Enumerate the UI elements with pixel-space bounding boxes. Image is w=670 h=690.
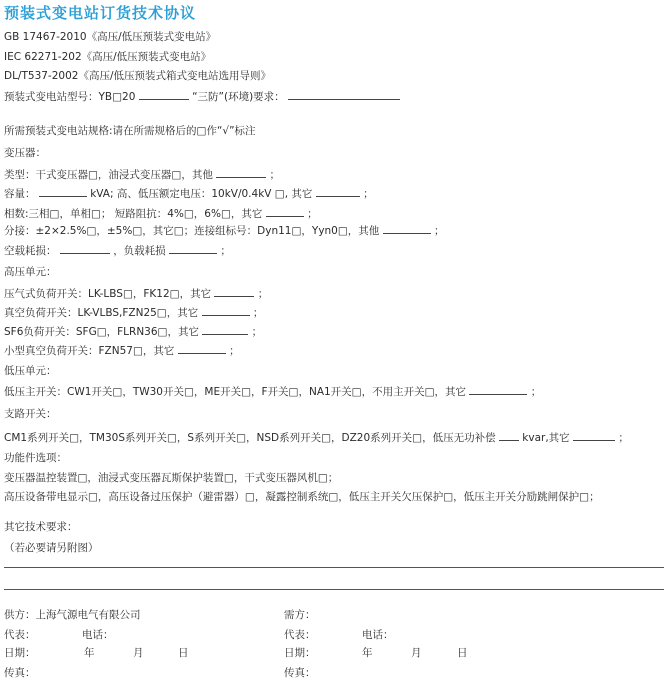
load-loss-blank[interactable] xyxy=(169,242,217,254)
supplier-day: 日 xyxy=(178,647,189,659)
tap-line xyxy=(4,222,444,238)
hv-item xyxy=(4,285,268,301)
capacity-label: 容量： xyxy=(4,188,36,200)
type-other-blank[interactable] xyxy=(216,166,266,178)
capacity-blank[interactable] xyxy=(39,185,87,197)
loss-line xyxy=(4,242,231,258)
hv-other-blank[interactable] xyxy=(202,323,248,335)
punct: ； xyxy=(220,245,231,257)
hv-item-text: 压气式负荷开关：LK-LBS□，FK12□，其它 xyxy=(4,288,212,300)
voltage-text: kVA; 高、低压额定电压：10kV/0.4kV □, 其它 xyxy=(90,188,313,200)
voltage-other-blank[interactable] xyxy=(316,185,360,197)
lv-heading: 低压单元： xyxy=(4,365,57,377)
transformer-heading: 变压器： xyxy=(4,147,46,159)
branch-text: CM1系列开关□，TM30S系列开关□，S系列开关□，NSD系列开关□，DZ20系列开关□，低压无功补偿 xyxy=(4,432,496,444)
supplier-year: 年 xyxy=(84,647,95,659)
supplier-date: 日期： xyxy=(4,647,36,659)
buyer-fax: 传真： xyxy=(284,667,316,679)
buyer-phone: 电话： xyxy=(362,629,394,641)
supplier-phone: 电话： xyxy=(82,629,114,641)
divider-line xyxy=(4,567,664,568)
noload-loss-blank[interactable] xyxy=(60,242,110,254)
supplier-label: 供方：上海气源电气有限公司 xyxy=(4,609,141,621)
punct: ； xyxy=(252,307,264,319)
buyer-year: 年 xyxy=(362,647,373,659)
punct: ； xyxy=(363,188,374,200)
lv-main-switch-line xyxy=(4,383,541,399)
functions-heading: 功能件选项： xyxy=(4,452,67,464)
supplier-fax: 传真： xyxy=(4,667,36,679)
buyer-rep: 代表： xyxy=(284,629,316,641)
branch-heading: 支路开关： xyxy=(4,408,57,420)
capacity-line xyxy=(4,185,374,201)
tap-text: 分接：±2×2.5%□，±5%□，其它□；连接组标号：Dyn11□，Yyn0□，其他 xyxy=(4,225,380,237)
functions-line: 变压器温控装置□，油浸式变压器瓦斯保护装置□，干式变压器风机□； xyxy=(4,472,339,484)
load-loss-label: ，负载耗损 xyxy=(113,245,166,257)
model-line xyxy=(4,88,400,104)
lv-main-switch-text: 低压主开关：CW1开关□，TW30开关□，ME开关□，F开关□，NA1开关□，不用主开关□，其它 xyxy=(4,386,467,398)
environment-blank[interactable] xyxy=(288,88,400,100)
environment-label: “三防”(环境)要求： xyxy=(192,91,285,103)
punct: ； xyxy=(257,288,269,300)
hv-item-text: 小型真空负荷开关：FZN57□，其它 xyxy=(4,345,175,357)
other-heading: 其它技术要求： xyxy=(4,521,78,533)
phase-text: 相数:三相□，单相□； 短路阻抗：4%□，6%□，其它 xyxy=(4,208,263,220)
punct: ； xyxy=(229,345,240,357)
hv-item-text: SF6负荷开关：SFG□，FLRN36□，其它 xyxy=(4,326,199,338)
supplier-month: 月 xyxy=(133,647,144,659)
transformer-type-line xyxy=(4,166,280,182)
punct: ； xyxy=(269,169,281,181)
hv-other-blank[interactable] xyxy=(214,285,254,297)
punct: ； xyxy=(307,208,318,220)
hv-other-blank[interactable] xyxy=(202,304,250,316)
transformer-type-text: 类型：干式变压器□，油浸式变压器□，其他 xyxy=(4,169,213,181)
branch-other-blank[interactable] xyxy=(573,429,615,441)
hv-heading: 高压单元： xyxy=(4,266,57,278)
document-title: 预装式变电站订货技术协议 xyxy=(4,4,197,22)
buyer-month: 月 xyxy=(411,647,422,659)
branch-line xyxy=(4,429,629,445)
hv-item xyxy=(4,342,240,358)
group-other-blank[interactable] xyxy=(383,222,431,234)
kvar-text: kvar,其它 xyxy=(522,432,570,444)
supplier-rep: 代表： xyxy=(4,629,36,641)
buyer-label: 需方： xyxy=(284,609,316,621)
instruction-text: 所需预装式变电站规格:请在所需规格后的□作“√”标注 xyxy=(4,125,256,137)
kvar-blank[interactable] xyxy=(499,429,519,441)
lv-other-blank[interactable] xyxy=(469,383,527,395)
functions-line: 高压设备带电显示□，高压设备过压保护（避雷器）□，凝露控制系统□，低压主开关欠压保护□，低压主开关分励跳闸保护□； xyxy=(4,491,600,503)
model-prefix: 预装式变电站型号：YB□20 xyxy=(4,91,136,103)
hv-item xyxy=(4,323,262,339)
impedance-other-blank[interactable] xyxy=(266,205,304,217)
hv-item-text: 真空负荷开关：LK-VLBS,FZN25□，其它 xyxy=(4,307,199,319)
standard-line: GB 17467-2010《高压/低压预装式变电站》 xyxy=(4,31,217,43)
buyer-date: 日期： xyxy=(284,647,316,659)
model-blank[interactable] xyxy=(139,88,189,100)
punct: ； xyxy=(618,432,629,444)
noload-loss-label: 空载耗损： xyxy=(4,245,57,257)
standard-line: DL/T537-2002《高压/低压预装式箱式变电站选用导则》 xyxy=(4,70,271,82)
punct: ； xyxy=(530,386,542,398)
punct: ； xyxy=(251,326,263,338)
phase-line xyxy=(4,205,318,221)
divider-line xyxy=(4,589,664,590)
hv-other-blank[interactable] xyxy=(178,342,226,354)
standard-line: IEC 62271-202《高压/低压预装式变电站》 xyxy=(4,51,212,63)
punct: ； xyxy=(433,225,445,237)
other-note: （若必要请另附图） xyxy=(4,542,99,554)
buyer-day: 日 xyxy=(457,647,468,659)
hv-item xyxy=(4,304,263,320)
